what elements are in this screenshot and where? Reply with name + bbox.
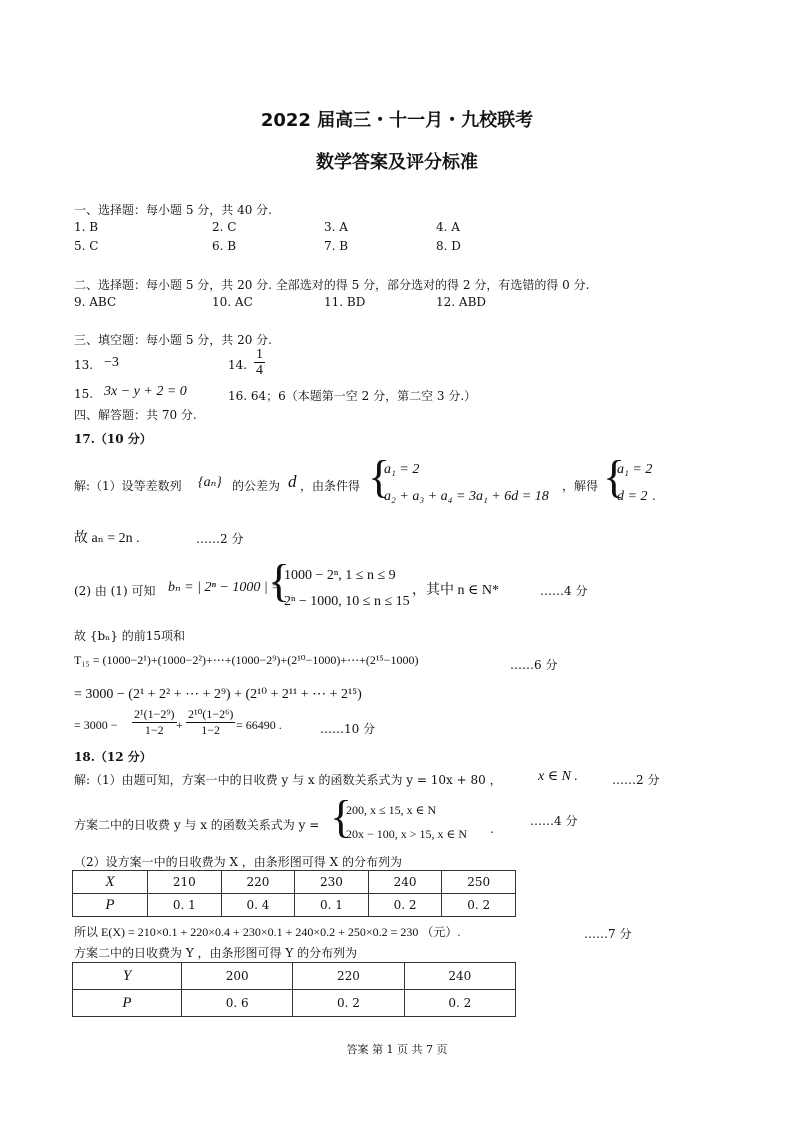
q13-label: 13. <box>74 358 94 372</box>
answer-6: 6. B <box>212 239 237 253</box>
part2-heading: 二、选择题：每小题 5 分，共 20 分. 全部选对的得 5 分，部分选对的得 2 分，有选错的得 0 分. <box>74 278 590 292</box>
q17-frac2-den: 1−2 <box>201 723 221 737</box>
distribution-table-x <box>72 870 516 917</box>
q17-frac1-num: 2¹(1−2⁹) <box>134 707 175 721</box>
q17-result-period: . <box>652 489 656 503</box>
q14-numerator: 1 <box>256 347 263 362</box>
q18-heading: 18.（12 分） <box>74 750 152 764</box>
table-cell: 220 <box>293 963 404 990</box>
q17-conclusion: 故 aₙ = 2n . <box>74 531 140 546</box>
answer-12: 12. ABD <box>436 295 487 309</box>
q17-piecewise-brace: { <box>268 555 291 606</box>
answer-7: 7. B <box>324 239 349 253</box>
answer-10: 10. AC <box>212 295 253 309</box>
q17-score-4: ……4 分 <box>540 584 588 598</box>
table-header-y: Y <box>73 963 182 990</box>
q18-step3: （2）设方案一中的日收费为 X ，由条形图可得 X 的分布列为 <box>74 855 402 869</box>
q15-value: 3x − y + 2 = 0 <box>104 384 187 399</box>
table-cell: 200 <box>182 963 293 990</box>
table-cell: 250 <box>442 871 516 894</box>
page-subtitle: 数学答案及评分标准 <box>316 152 478 173</box>
table-row <box>73 963 516 990</box>
table-row <box>73 871 516 894</box>
q17-frac2-num: 2¹⁰(1−2⁶) <box>188 707 234 721</box>
q17-frac1-den: 1−2 <box>144 723 164 737</box>
q17-result-a1: a₁ = 2 <box>617 462 653 477</box>
table-cell: 0. 2 <box>368 894 442 917</box>
table-cell: 0. 4 <box>221 894 295 917</box>
table-cell: 240 <box>404 963 515 990</box>
q17-case2: 2ⁿ − 1000, 10 ≤ n ≤ 15 <box>284 594 410 609</box>
q17-where: ，其中 n ∈ N* <box>412 583 499 598</box>
q17-result-d: d = 2 <box>617 489 648 504</box>
table-cell: 0. 2 <box>293 990 404 1017</box>
q13-value: −3 <box>104 355 119 370</box>
table-cell: 210 <box>148 871 222 894</box>
part1-heading: 一、选择题：每小题 5 分，共 40 分. <box>74 203 272 217</box>
table-cell: 0. 6 <box>182 990 293 1017</box>
table-cell: 0. 2 <box>442 894 516 917</box>
q17-step1-mid: 的公差为 <box>232 479 281 493</box>
answer-9: 9. ABC <box>74 295 117 309</box>
q17-result-brace: { <box>603 451 626 502</box>
q17-heading: 17.（10 分） <box>74 432 152 446</box>
table-cell: 0. 2 <box>404 990 515 1017</box>
q18-case-period: . <box>490 822 494 836</box>
table-row <box>73 990 516 1017</box>
answer-1: 1. B <box>74 220 99 234</box>
q17-step2-prefix: (2) 由 (1) 可知 <box>74 584 156 598</box>
q16-answer: 16. 64；6（本题第一空 2 分，第二空 3 分.） <box>228 389 477 403</box>
q17-case1: 1000 − 2ⁿ, 1 ≤ n ≤ 9 <box>284 568 396 583</box>
q14-denominator: 4 <box>256 363 263 378</box>
q17-score-6: ……6 分 <box>510 658 558 672</box>
q14-label: 14. <box>228 358 248 372</box>
table-cell: 0. 1 <box>295 894 369 917</box>
q17-solve: ，解得 <box>562 479 599 493</box>
q17-bn-definition: bₙ = | 2ⁿ − 1000 | = <box>168 580 281 595</box>
q17-score-10: ……10 分 <box>320 722 376 736</box>
q17-system-eq2: a₂ + a₃ + a₄ = 3a₁ + 6d = 18 <box>384 489 549 504</box>
q17-sum-line2: = 3000 − (2¹ + 2² + ⋯ + 2⁹) + (2¹⁰ + 2¹¹ + ⋯ + 2¹⁵) <box>74 687 362 702</box>
q17-plus: + <box>176 718 183 732</box>
q17-d: d <box>288 472 297 491</box>
q18-step4: 方案二中的日收费为 Y ，由条形图可得 Y 的分布列为 <box>74 946 358 960</box>
q17-sum-intro: 故 {bₙ} 的前15项和 <box>74 629 186 643</box>
page-title: 2022 届高三・十一月・九校联考 <box>260 110 534 131</box>
q17-condition: ，由条件得 <box>300 479 361 493</box>
table-header-x: X <box>73 871 148 894</box>
q17-sum-line3-start: = 3000 − <box>74 718 118 732</box>
q18-piecewise-brace: { <box>330 791 353 842</box>
table-header-p: P <box>73 990 182 1017</box>
part4-heading: 四、解答题：共 70 分. <box>74 408 197 422</box>
q17-sequence: {aₙ} <box>198 475 222 490</box>
q17-system-eq1: a₁ = 2 <box>384 462 420 477</box>
part3-heading: 三、填空题：每小题 5 分，共 20 分. <box>74 333 272 347</box>
answer-8: 8. D <box>436 239 461 253</box>
q14-value <box>254 347 265 378</box>
q17-sum-result: = 66490 . <box>236 718 282 732</box>
table-cell: 0. 1 <box>148 894 222 917</box>
table-cell: 220 <box>221 871 295 894</box>
q17-fraction-1 <box>132 707 177 738</box>
answer-5: 5. C <box>74 239 99 253</box>
q15-label: 15. <box>74 387 94 401</box>
q17-step1-prefix: 解:（1）设等差数列 <box>74 479 182 493</box>
table-row <box>73 894 516 917</box>
q18-score-2: ……2 分 <box>612 773 660 787</box>
q18-step1: 解:（1）由题可知，方案一中的日收费 y 与 x 的函数关系式为 y = 10x + 80 ， <box>74 773 502 787</box>
q17-fraction-2 <box>186 707 235 738</box>
q18-case2: 20x − 100, x > 15, x ∈ N <box>346 827 468 841</box>
page-footer: 答案 第 1 页 共 7 页 <box>346 1043 448 1056</box>
table-header-p: P <box>73 894 148 917</box>
q18-case1: 200, x ≤ 15, x ∈ N <box>346 803 437 817</box>
q18-score-7: ……7 分 <box>584 927 632 941</box>
answer-11: 11. BD <box>324 295 366 309</box>
q18-score-4: ……4 分 <box>530 814 578 828</box>
table-cell: 230 <box>295 871 369 894</box>
q18-step2-prefix: 方案二中的日收费 y 与 x 的函数关系式为 y = <box>74 818 320 832</box>
q18-domain: x ∈ N . <box>538 769 578 784</box>
answer-2: 2. C <box>212 220 237 234</box>
table-cell: 240 <box>368 871 442 894</box>
q17-sum-line1: T₁₅ = (1000−2¹)+(1000−2²)+⋯+(1000−2⁹)+(2¹⁰−1000)+⋯+(2¹⁵−1000) <box>74 653 419 667</box>
q17-score-2: ……2 分 <box>196 532 244 546</box>
answer-3: 3. A <box>324 220 348 234</box>
q18-expectation: 所以 E(X) = 210×0.1 + 220×0.4 + 230×0.1 + 240×0.2 + 250×0.2 = 230 （元）. <box>74 925 461 939</box>
distribution-table-y <box>72 962 516 1017</box>
answer-4: 4. A <box>436 220 460 234</box>
q17-system-brace: { <box>368 451 391 502</box>
